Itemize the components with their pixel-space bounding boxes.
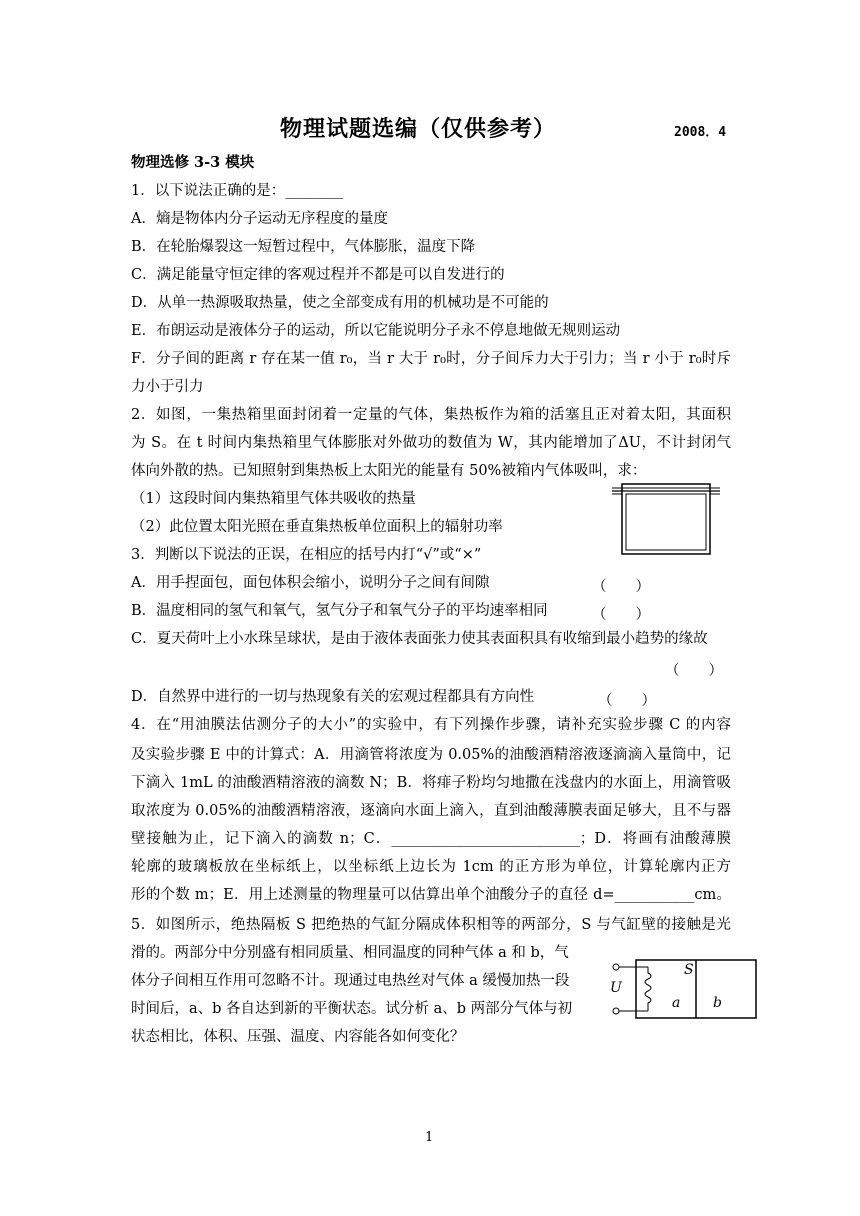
q2-sub-2: （2）此位置太阳光照在垂直集热板单位面积上的辐射功率 bbox=[131, 519, 503, 535]
q4-line-5: 壁接触为止，记下滴入的滴数 n；C．__________________________；D．将画有油酸薄膜 bbox=[131, 831, 731, 847]
q3-item-a: A．用手捏面包，面包体积会缩小，说明分子之间有间隙 bbox=[131, 575, 490, 591]
q5-line-3: 体分子间相互作用可忽略不计。现通过电热丝对气体 a 缓慢加热一段 bbox=[131, 973, 570, 989]
q2-sub-1: （1）这段时间内集热箱里气体共吸收的热量 bbox=[131, 491, 416, 507]
section-heading: 物理选修 3-3 模块 bbox=[131, 154, 255, 171]
q5-line-4: 时间后，a、b 各自达到新的平衡状态。试分析 a、b 两部分气体与初 bbox=[131, 1001, 573, 1017]
terminal-top bbox=[613, 964, 619, 970]
page-number: 1 bbox=[425, 1130, 434, 1145]
q2-line-3: 体向外散的热。已知照射到集热板上太阳光的能量有 50%被箱内气体吸叫，求： bbox=[131, 463, 647, 479]
q1-option-f: F．分子间的距离 r 存在某一值 r₀，当 r 大于 r₀时，分子间斥力大于引力；当 r 小于 r₀时斥 bbox=[131, 351, 731, 367]
q1-option-d: D．从单一热源吸取热量，使之全部变成有用的机械功是不可能的 bbox=[131, 295, 549, 311]
q3-answer-a[interactable]: （ ） bbox=[592, 579, 650, 595]
q3-item-d: D．自然界中进行的一切与热现象有关的宏观过程都具有方向性 bbox=[131, 689, 535, 705]
label-u: U bbox=[610, 980, 622, 996]
q1-option-b: B．在轮胎爆裂这一短暂过程中，气体膨胀，温度下降 bbox=[131, 239, 476, 255]
box-inner bbox=[626, 494, 706, 550]
q5-line-1: 5．如图所示，绝热隔板 S 把绝热的气缸分隔成体积相等的两部分，S 与气缸壁的接触是光 bbox=[131, 917, 731, 933]
q1-option-a: A．熵是物体内分子运动无序程度的量度 bbox=[131, 211, 388, 227]
label-a: a bbox=[672, 995, 681, 1011]
label-b: b bbox=[713, 995, 722, 1011]
q4-line-7: 形的个数 m；E．用上述测量的物理量可以估算出单个油酸分子的直径 d=___________cm。 bbox=[131, 887, 731, 903]
q1-option-c: C．满足能量守恒定律的客观过程并不都是可以自发进行的 bbox=[131, 267, 505, 283]
q4-line-3: 下滴入 1mL 的油酸酒精溶液的滴数 N；B．将痱子粉均匀地撒在浅盘内的水面上，用滴管吸 bbox=[131, 775, 731, 791]
q1-option-e: E．布朗运动是液体分子的运动，所以它能说明分子永不停息地做无规则运动 bbox=[131, 323, 621, 339]
heat-box-diagram bbox=[612, 484, 722, 556]
heating-wire-icon bbox=[645, 967, 651, 1011]
label-s: S bbox=[684, 962, 694, 978]
cylinder-diagram bbox=[604, 956, 758, 1022]
q4-line-6: 轮廓的玻璃板放在坐标纸上，以坐标纸上边长为 1cm 的正方形为单位，计算轮廓内正方 bbox=[131, 859, 731, 875]
q3-answer-d[interactable]: （ ） bbox=[598, 693, 656, 709]
q3-answer-c[interactable]: （ ） bbox=[665, 663, 723, 679]
q3-item-b: B．温度相同的氢气和氧气，氢气分子和氧气分子的平均速率相同 bbox=[131, 603, 548, 619]
q3-item-c: C．夏天荷叶上小水珠呈球状，是由于液体表面张力使其表面积具有收缩到最小趋势的缘故 bbox=[131, 631, 708, 647]
q2-line-1: 2．如图，一集热箱里面封闭着一定量的气体，集热板作为箱的活塞且正对着太阳，其面积 bbox=[131, 407, 731, 423]
q4-line-1: 4．在“用油膜法估测分子的大小”的实验中，有下列操作步骤，请补充实验步骤 C 的内容 bbox=[131, 717, 731, 733]
document-title: 物理试题选编（仅供参考） bbox=[280, 117, 557, 142]
q1-option-f-cont: 力小于引力 bbox=[131, 379, 204, 395]
q4-line-4: 取浓度为 0.05%的油酸酒精溶液，逐滴向水面上滴入，直到油酸薄膜表面足够大，且不与器 bbox=[131, 803, 731, 819]
q2-line-2: 为 S。在 t 时间内集热箱里气体膨胀对外做功的数值为 W，其内能增加了ΔU，不计封闭气 bbox=[131, 435, 731, 451]
q5-line-5: 状态相比，体积、压强、温度、内容能各如何变化？ bbox=[131, 1029, 465, 1045]
document-date: 2008．4 bbox=[674, 125, 727, 140]
terminal-bottom bbox=[613, 1008, 619, 1014]
q5-line-2: 滑的。两部分中分别盛有相同质量、相同温度的同种气体 a 和 b，气 bbox=[131, 945, 569, 961]
q1-stem: 1．以下说法正确的是：________ bbox=[131, 183, 344, 199]
q4-line-2: 及实验步骤 E 中的计算式：A．用滴管将浓度为 0.05%的油酸酒精溶液逐滴滴入量筒中，记 bbox=[131, 747, 731, 763]
q3-stem: 3．判断以下说法的正误，在相应的括号内打“√”或“×” bbox=[131, 547, 482, 563]
q3-answer-b[interactable]: （ ） bbox=[592, 607, 650, 623]
